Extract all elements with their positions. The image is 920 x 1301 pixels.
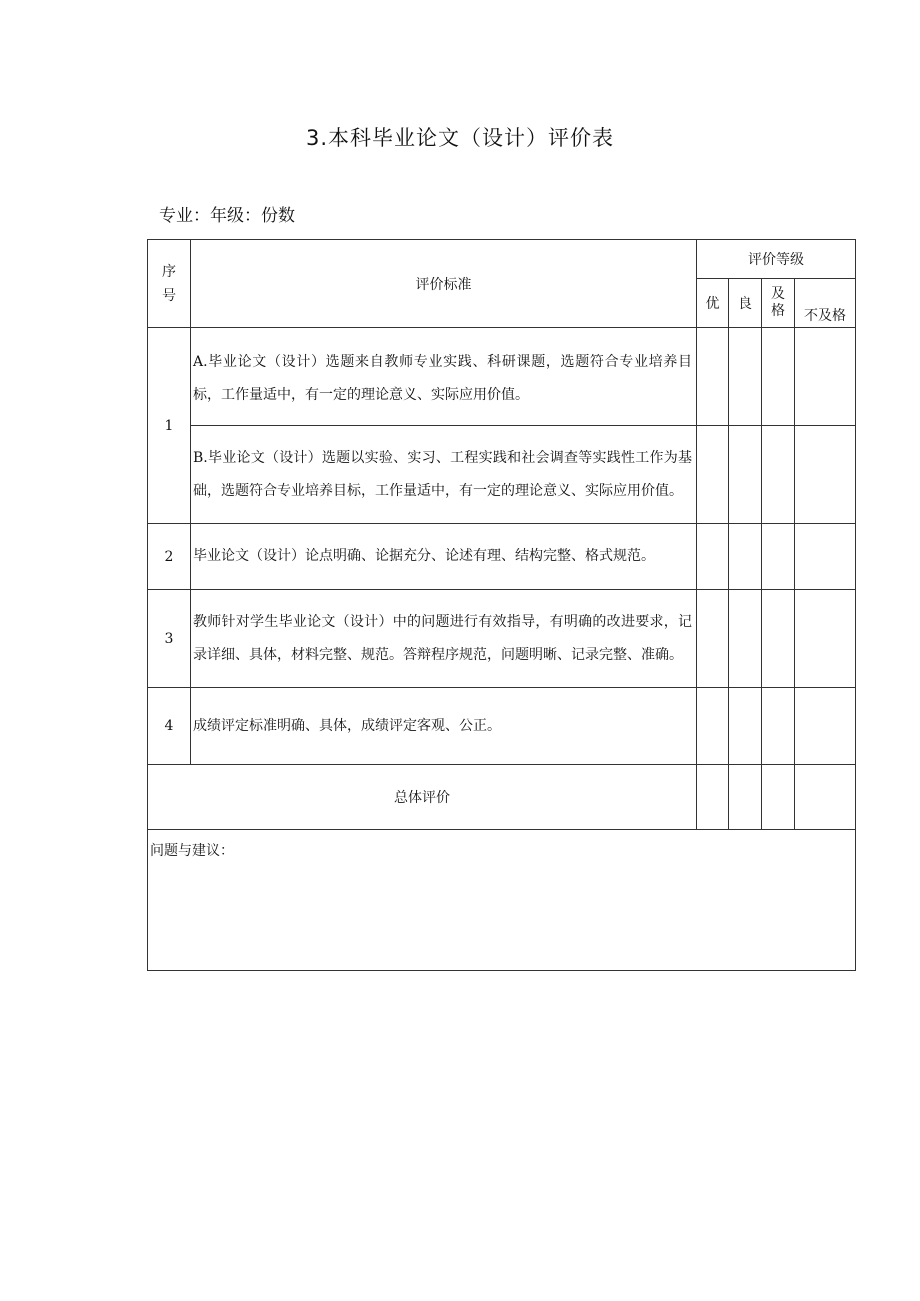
table-row-3 <box>148 590 856 688</box>
seq-header-line1: 序 <box>162 263 176 280</box>
row-1b-good-cell[interactable] <box>729 426 762 524</box>
grade-fail-header: 不及格 <box>795 279 856 328</box>
row-1a-good-cell[interactable] <box>729 328 762 426</box>
row-3-good-cell[interactable] <box>729 590 762 688</box>
row-4-criteria: 成绩评定标准明确、具体，成绩评定客观、公正。 <box>191 688 697 765</box>
overall-excellent-cell[interactable] <box>697 765 729 830</box>
row-4-pass-cell[interactable] <box>762 688 795 765</box>
grade-group-header: 评价等级 <box>697 240 856 279</box>
row-1a-pass-cell[interactable] <box>762 328 795 426</box>
row-2-fail-cell[interactable] <box>795 524 856 590</box>
row-2-excellent-cell[interactable] <box>697 524 729 590</box>
overall-good-cell[interactable] <box>729 765 762 830</box>
row-2-good-cell[interactable] <box>729 524 762 590</box>
row-4-excellent-cell[interactable] <box>697 688 729 765</box>
row-4-good-cell[interactable] <box>729 688 762 765</box>
seq-header-line2: 号 <box>162 287 176 304</box>
table-row-1a <box>148 328 856 426</box>
row-3-seq: 3 <box>148 590 191 688</box>
table-row-1b <box>148 426 856 524</box>
criteria-header: 评价标准 <box>191 240 697 328</box>
row-3-excellent-cell[interactable] <box>697 590 729 688</box>
table-row-4 <box>148 688 856 765</box>
row-1-criteria-b: B.毕业论文（设计）选题以实验、实习、工程实践和社会调查等实践性工作为基础，选题符合专业培养目标，工作量适中，有一定的理论意义、实际应用价值。 <box>191 426 697 524</box>
overall-label: 总体评价 <box>148 765 697 830</box>
header-row-1 <box>148 240 856 279</box>
row-1-seq: 1 <box>148 328 191 524</box>
row-2-seq: 2 <box>148 524 191 590</box>
overall-fail-cell[interactable] <box>795 765 856 830</box>
notes-row <box>148 830 856 971</box>
row-2-criteria: 毕业论文（设计）论点明确、论据充分、论述有理、结构完整、格式规范。 <box>191 524 697 590</box>
grade-pass-header <box>762 279 795 328</box>
notes-cell[interactable] <box>148 830 856 971</box>
grade-good-header: 良 <box>729 279 762 328</box>
row-1a-excellent-cell[interactable] <box>697 328 729 426</box>
grade-pass-line1: 及 <box>771 286 785 302</box>
row-1b-pass-cell[interactable] <box>762 426 795 524</box>
overall-pass-cell[interactable] <box>762 765 795 830</box>
major-grade-count-line: 专业：年级：份数 <box>159 206 295 226</box>
row-1-criteria-a: A.毕业论文（设计）选题来自教师专业实践、科研课题，选题符合专业培养目标，工作量适中，有一定的理论意义、实际应用价值。 <box>191 328 697 426</box>
page-title: 3.本科毕业论文（设计）评价表 <box>305 126 615 150</box>
grade-pass-line2: 格 <box>771 303 785 319</box>
row-3-criteria: 教师针对学生毕业论文（设计）中的问题进行有效指导，有明确的改进要求，记录详细、具体，材料完整、规范。答辩程序规范，问题明晰、记录完整、准确。 <box>191 590 697 688</box>
table-row-2 <box>148 524 856 590</box>
grade-excellent-header: 优 <box>697 279 729 328</box>
row-1b-fail-cell[interactable] <box>795 426 856 524</box>
row-4-seq: 4 <box>148 688 191 765</box>
row-1b-excellent-cell[interactable] <box>697 426 729 524</box>
seq-header <box>148 240 191 328</box>
overall-row <box>148 765 856 830</box>
row-1a-fail-cell[interactable] <box>795 328 856 426</box>
row-3-pass-cell[interactable] <box>762 590 795 688</box>
row-2-pass-cell[interactable] <box>762 524 795 590</box>
notes-label: 问题与建议： <box>150 843 234 859</box>
evaluation-table <box>147 239 856 971</box>
row-3-fail-cell[interactable] <box>795 590 856 688</box>
row-4-fail-cell[interactable] <box>795 688 856 765</box>
